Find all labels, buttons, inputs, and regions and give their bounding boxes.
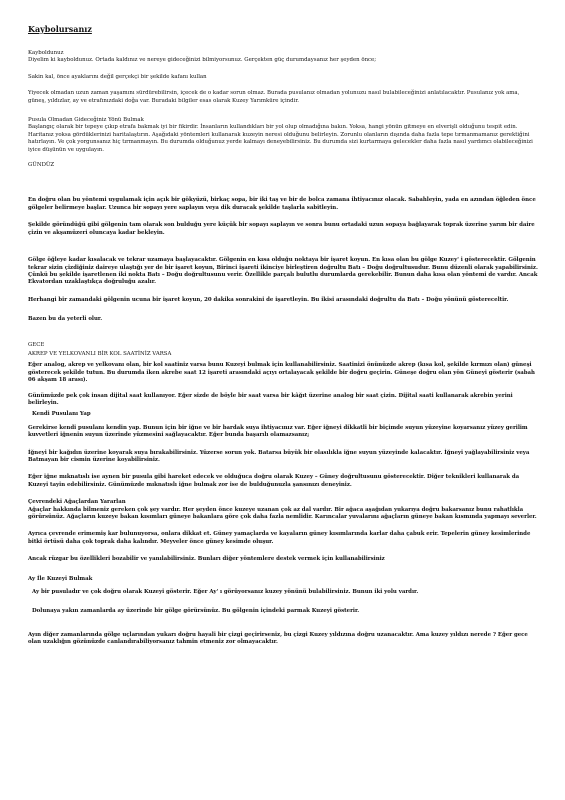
pusula-heading: Pusula Olmadan Gideceğiniz Yönü Bulmak bbox=[28, 117, 144, 124]
document-title: Kaybolursanız bbox=[28, 24, 92, 34]
ay-paragraph-3: Ayın diğer zamanlarında gölge uçlarından yukarı doğru hayali bir çizgi geçirirseniz, bu çizgi Kuzey yıldızına doğru uzanacaktır. Ama kuzey yıldızı nerede ? Eğer gece olan uzaklığın gözünüzde canlandırabiliyorsanız tahmin etmeniz zor olmayacaktır. bbox=[28, 631, 528, 646]
cevre-paragraph-1: Ağaçlar hakkında bilmeniz gereken çok şey vardır. Her şeyden önce kuzeye uzanan çok az dal vardır. Bir ağaca aşağıdan yukarıya doğru bakarsanız bunu rahatlıkla görürsünüz. Ağaçların kuzeye bakan kısımları güneye bakanlara göre çok daha fazla nemlidir. Karıncalar yuvalarını ağaçların güneye bakan kısmında yapmayı severler. bbox=[28, 506, 537, 521]
cevre-paragraph-2: Ayrıca çevrende erimemiş kar bulunuyorsa, onlara dikkat et. Güney yamaçlarda ve kayaların güney kısımlarında karlar daha çabuk erir. Tepelerin güney kesimlerinde bitki örtüsü daha çok toprak daha kalındır. Meyveler önce güney kesimde oluşur. bbox=[28, 531, 531, 545]
cevre-paragraph-3: Ancak rüzgar bu özellikleri bozabilir ve yanılabilirsiniz. Bunları diğer yöntemlere destek vermek için kullanabilirsiniz bbox=[28, 556, 385, 563]
intro-paragraph-2: Sakin kal, önce ayaklarını değil gerçekçi bir şekilde kafanı kullan bbox=[28, 73, 207, 80]
gunduz-paragraph-3: Gölge öğleye kadar kısalacak ve tekrar uzamaya başlayacaktır. Gölgenin en kısa olduğu noktaya bir işaret koyun. En kısa olan bu gölge Kuzey' i gösterecektir. Gölgenin tekrar sizin çizdiğiniz daireye ulaştığı yer de bir işaret koyun, Birinci işareti ikinciye birleştiren doğrultu Batı – Doğu doğrultusudur. Bunu düzenli olarak yapabilirsiniz. Çünkü bu şekilde işaretlenen iki nokta Batı – Doğu doğrultusunu verir. Özellikle parçalı bulutlu durumlarda gerekebilir. Bunun daha kısa olan yöntemi de vardır. Ancak Ekvatordan uzaklaştıkça doğruluğu azalır. bbox=[28, 257, 538, 286]
kendi-heading: Kendi Pusulanı Yap bbox=[32, 411, 91, 418]
document-page bbox=[28, 24, 538, 647]
ay-paragraph-2: Dolunaya yakın zamanlarda ay üzerinde bir gölge görürsünüz. Bu gölgenin içindeki parmak Kuzeyi gösterir. bbox=[32, 608, 360, 615]
gece-heading: GECE bbox=[28, 341, 45, 348]
cevre-heading: Çevrendeki Ağaçlardan Yararlan bbox=[28, 499, 126, 506]
kendi-paragraph-1: Gerekirse kendi pusulanı kendin yap. Bunun için bir iğne ve bir bardak suya ihtiyacınız var. Eğer iğneyi dikkatli bir biçimde suyun yüzeyine koyarsanız yüzey gerilim kuvvetleri iğnenin suyun üzerinde yüzmesini sağlayacaktır. Eğer bunda başarılı olamazsanız; bbox=[28, 424, 528, 439]
akrep-heading: AKREP VE YELKOVANLI BİR KOL SAATİNİZ VARSA bbox=[28, 350, 172, 357]
gunduz-paragraph-2: Şekilde göründüğü gibi gölgenin tam olarak son bulduğu yere küçük bir sopayı saplayın ve sonra bunu ortadaki uzun sopaya bağlayarak toprak üzerine yarım bir daire çizin ve akşamüzeri oluncaya kadar bekleyin. bbox=[28, 222, 535, 236]
akrep-paragraph-2: Günümüzde pek çok insan dijital saat kullanıyor. Eğer sizde de böyle bir saat varsa bir kâğıt üzerine analog bir saat çizin. Dijital saati kullanarak akrebin yerini belirleyin. bbox=[28, 392, 513, 406]
ay-paragraph-1: Ay bir pusuladır ve çok doğru olarak Kuzeyi gösterir. Eğer Ay' ı görüyorsanız kuzey yönünü bulabilirsiniz. Bunun iki yolu vardır. bbox=[32, 589, 419, 596]
pusula-paragraph: Başlangıç olarak bir tepeye çıkıp etrafa bakmak iyi bir fikirdir. İnsanların kullandıkları bir yol olup olmadığına bakın. Yoksa, hangi yönün gitmeye en elverişli olduğunu tespit edin. Haritanız yoksa gördüklerinizi haritalaştırın. Aşağıdaki yöntemleri kullanarak kuzeyin neresi olduğunu belirleyin. Zorunlu olanların dışında daha fazla tepe tırmanmamanız gerektiğini hatırlayın. Ve çok yorgunsanız hiç tırmanmayın. Bu durumda olduğunuz yerde kalmayı deneyebilirsiniz. Bu durumda sizi kurtarmaya gelecekler daha fazla nasıl yardımcı olabileceğinizi iyice düşünün ve uygulayın. bbox=[28, 124, 533, 153]
gunduz-paragraph-5: Bazen bu da yeterli olur. bbox=[28, 316, 103, 323]
gunduz-paragraph-1: En doğru olan bu yöntemi uygulamak için açık bir gökyüzü, birkaç sopa, bir iki taş ve bir de bolca zamana ihtiyacınız olacak. Sabahleyin, yada en azından öğleden önce gölgeler belirmeye başlar. Uzunca bir sopayı yere saplayın veya dik duracak şekilde taşlarla sabitleyin. bbox=[28, 197, 536, 211]
akrep-paragraph-1: Eğer analog, akrep ve yelkovanı olan, bir kol saatiniz varsa bunu Kuzeyi bulmak için kullanabilirsiniz. Saatinizi önünüzde akrep (kısa kol, şekilde kırmızı olan) güneşi gösterecek şekilde tutun. Bu durumda iken akrebe saat 12 işareti arasındaki açıyı ortalayacak şekilde bir doğru geçirin. Güneşe doğru olan yön Güneyi gösterir (sabah 06 akşam 18 arası). bbox=[28, 362, 535, 384]
intro-paragraph-3: Yiyecek olmadan uzun zaman yaşamını sürdürebilirsin, içecek de o kadar sorun olmaz. Burada pusulanız olmadan yolunuzu nasıl bulabileceğinizi anlatılacaktır. Pusulanız yok ama, güneş, yıldızlar, ay ve etrafınızdaki doğa var. Buradaki bilgiler esas olarak Kuzey Yarımküre içindir. bbox=[28, 90, 520, 104]
intro-heading: Kayboldunuz bbox=[28, 50, 64, 56]
gunduz-heading: GÜNDÜZ bbox=[28, 162, 55, 169]
gunduz-paragraph-4: Herhangi bir zamandaki gölgenin ucuna bir işaret koyun, 20 dakika sonrakini de işaretleyin. Bu ikisi arasındaki doğrultu da Batı – Doğu yönünü göstereceltir. bbox=[28, 296, 509, 303]
intro-paragraph-1: Diyelim ki kayboldunuz. Ortada kaldınız ve nereye gideceğinizi bilmiyorsunuz. Gerçekten güç durumdaysanız her şeyden önce; bbox=[28, 57, 377, 64]
kendi-paragraph-3: Eğer iğne mıknatıslı ise aynen bir pusula gibi hareket edecek ve olduğuca doğru olarak Kuzey – Güney doğrultusunu gösterecektir. Diğer teknikleri kullanarak da Kuzeyi tayin edebilirsiniz. Günümüzde mıknatıslı iğne bulmak zor ise de bulduğunuzla şansınızı deneyiniz. bbox=[28, 474, 520, 488]
ay-heading: Ay İle Kuzeyi Bulmak bbox=[28, 575, 93, 582]
kendi-paragraph-2: İğneyi bir kağıdın üzerine koyarak suya bırakabilirsiniz. Yüzerse sorun yok. Batarsa büyük bir olasılıkla iğne suyun yüzeyinde kalacaktır. İğneyi yağlayabilirsiniz veya Batmayan bir cismin üzerine koyabilirsiniz. bbox=[28, 449, 530, 463]
